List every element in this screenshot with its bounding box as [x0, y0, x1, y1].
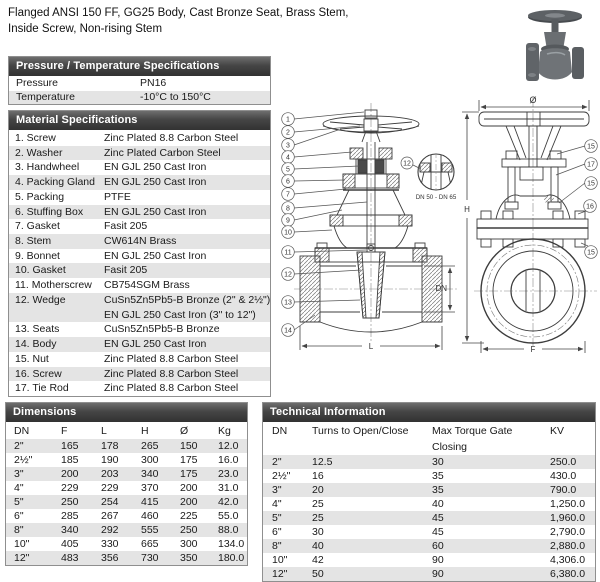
callout-number: 7 [286, 191, 290, 199]
dimensions-column-headers [6, 423, 247, 439]
table-row [9, 160, 270, 175]
callout-number: 13 [284, 299, 292, 307]
cell-dn: 3" [272, 484, 282, 496]
row-value-line1: Fasit 205 [104, 264, 148, 277]
valve-photo-shapes [526, 10, 584, 81]
row-value-line1: Zinc Plated 8.8 Carbon Steel [104, 367, 239, 380]
row-value-line1: CW614N Brass [104, 235, 177, 248]
table-row [6, 495, 247, 509]
dn-dimension-label: DN [435, 284, 447, 293]
column-header: L [101, 425, 107, 437]
cell-torque: 40 [432, 498, 444, 510]
h-dimension-label: H [464, 205, 470, 214]
callout-number: 3 [286, 142, 290, 150]
column-header: KV [550, 425, 565, 437]
cell-torque: 35 [432, 484, 444, 496]
column-header: DN [14, 425, 30, 437]
row-label: 14. Body [15, 338, 57, 351]
table-row [9, 131, 270, 146]
row-value-line1: Zinc Plated Carbon Steel [104, 146, 221, 159]
callout-number: 4 [286, 154, 290, 162]
callout-number: 8 [286, 205, 290, 213]
table-row [263, 525, 595, 539]
front-view-callouts [556, 140, 597, 259]
column-header: DN [272, 425, 288, 437]
row-label: 6. Stuffing Box [15, 205, 84, 218]
table-row [9, 205, 270, 220]
row-label: 8. Stem [15, 235, 52, 248]
cell-l: 267 [101, 510, 119, 522]
row-label: 17. Tie Rod [15, 382, 69, 395]
cell-dn: 2" [14, 440, 24, 452]
cell-kg: 180.0 [218, 552, 245, 564]
row-value [103, 367, 270, 382]
table-row [6, 551, 247, 565]
cell-dn: 5" [14, 496, 24, 508]
handwheel-front [479, 112, 589, 160]
callout-number: 5 [286, 166, 290, 174]
cell-turns: 30 [312, 526, 324, 538]
valve-photo [505, 2, 600, 97]
row-value [103, 278, 270, 293]
cell-dn: 8" [272, 540, 282, 552]
dimensions-rows [6, 439, 247, 565]
cell-l: 229 [101, 482, 119, 494]
callout-number: 10 [284, 229, 292, 237]
cell-kg: 23.0 [218, 468, 239, 480]
cell-turns: 50 [312, 568, 324, 580]
cell-l: 190 [101, 454, 119, 466]
cell-kv: 2,880.0 [550, 540, 586, 552]
callout-number: 1 [286, 116, 290, 124]
row-value [103, 205, 270, 220]
cell-h: 555 [141, 524, 159, 536]
table-row [9, 77, 270, 91]
cell-h: 300 [141, 454, 159, 466]
row-value [103, 352, 270, 367]
cell-kv: 6,380.0 [550, 568, 586, 580]
dimensions-table [5, 402, 248, 566]
table-row [263, 553, 595, 567]
row-label: Pressure [16, 77, 59, 89]
callout-number: 6 [286, 178, 290, 186]
column-header: Kg [218, 425, 231, 437]
callout-number: 12 [284, 271, 292, 279]
cell-kv: 4,306.0 [550, 554, 586, 566]
row-label: 16. Screw [15, 367, 62, 380]
row-value-line1: CB754SGM Brass [104, 279, 190, 292]
table-row [9, 234, 270, 249]
row-label: Temperature [16, 90, 75, 103]
cell-f: 483 [61, 552, 79, 564]
cell-torque: 90 [432, 554, 444, 566]
row-label: 15. Nut [15, 352, 49, 365]
table-row [6, 509, 247, 523]
diameter-dimension-label: Ø [529, 95, 537, 105]
table-row [263, 511, 595, 525]
technical-information-header: Technical Information [263, 403, 595, 423]
cell-l: 178 [101, 440, 119, 452]
material-specifications-header: Material Specifications [9, 111, 270, 131]
pressure-temperature-table [8, 56, 271, 105]
cell-kg: 31.0 [218, 482, 239, 494]
row-value-line2: EN GJL 250 Cast Iron (3" to 12") [104, 308, 256, 321]
row-value [103, 337, 270, 352]
cell-f: 340 [61, 524, 79, 536]
pressure-temperature-rows [9, 77, 270, 104]
cell-l: 203 [101, 468, 119, 480]
cell-turns: 12.5 [312, 456, 333, 468]
material-specifications-rows [9, 131, 270, 396]
callout-number: 17 [587, 161, 595, 169]
row-value-line1: EN GJL 250 Cast Iron [104, 249, 207, 262]
technical-column-headers [263, 423, 595, 455]
column-header: H [141, 425, 149, 437]
technical-information-table [262, 402, 596, 582]
row-value [103, 322, 270, 337]
cell-diameter: 250 [180, 524, 198, 536]
table-row [263, 497, 595, 511]
cell-dn: 12" [272, 568, 288, 580]
cell-dn: 2" [272, 456, 282, 468]
cell-kv: 1,960.0 [550, 512, 586, 524]
cell-kg: 42.0 [218, 496, 239, 508]
cell-h: 730 [141, 552, 159, 564]
cell-l: 292 [101, 524, 119, 536]
cell-dn: 2½" [272, 470, 291, 482]
row-value [103, 175, 270, 190]
column-header: Turns to Open/Close [312, 425, 409, 437]
flange-band-front [477, 211, 588, 247]
table-row [9, 322, 270, 337]
cell-torque: 45 [432, 526, 444, 538]
row-label: 7. Gasket [15, 220, 60, 233]
cell-turns: 25 [312, 512, 324, 524]
pressure-temperature-header: Pressure / Temperature Specifications [9, 57, 270, 77]
table-row [6, 467, 247, 481]
cell-torque: 45 [432, 512, 444, 524]
cell-dn: 10" [272, 554, 288, 566]
row-label: 5. Packing [15, 190, 65, 203]
table-row [9, 278, 270, 293]
detail-circle [401, 152, 457, 201]
front-view [474, 98, 597, 350]
table-row [263, 469, 595, 483]
cell-kg: 134.0 [218, 538, 245, 550]
row-label: 10. Gasket [15, 264, 66, 277]
table-row [9, 263, 270, 278]
table-row [9, 175, 270, 190]
callout-number: 9 [286, 217, 290, 225]
table-row [9, 146, 270, 161]
callout-number: 11 [284, 249, 292, 257]
cell-f: 165 [61, 440, 79, 452]
dimensions-header: Dimensions [6, 403, 247, 423]
cell-kg: 55.0 [218, 510, 239, 522]
cell-dn: 6" [14, 510, 24, 522]
row-value [103, 160, 270, 175]
cell-turns: 42 [312, 554, 324, 566]
row-label: 11. Motherscrew [15, 279, 92, 292]
cell-diameter: 175 [180, 468, 198, 480]
callout-number: 16 [586, 203, 594, 211]
cell-dn: 8" [14, 524, 24, 536]
row-label: 2. Washer [15, 146, 63, 159]
cell-f: 285 [61, 510, 79, 522]
detail-range-label: DN 50 - DN 65 [415, 194, 457, 201]
row-value [103, 219, 270, 234]
row-value [103, 249, 270, 264]
row-value [103, 190, 270, 205]
table-row [263, 567, 595, 581]
row-value-line1: EN GJL 250 Cast Iron [104, 338, 207, 351]
row-value: -10°C to 150°C [140, 90, 211, 103]
cell-torque: 35 [432, 470, 444, 482]
cell-kg: 88.0 [218, 524, 239, 536]
cell-f: 229 [61, 482, 79, 494]
cell-dn: 4" [272, 498, 282, 510]
table-row [9, 337, 270, 352]
table-row [9, 352, 270, 367]
f-dimension-label: F [530, 345, 536, 354]
cell-diameter: 300 [180, 538, 198, 550]
cross-section-view [294, 103, 458, 342]
cell-dn: 5" [272, 512, 282, 524]
cell-h: 340 [141, 468, 159, 480]
cell-turns: 16 [312, 470, 324, 482]
callout-number: 15 [587, 143, 595, 151]
row-value-line1: EN GJL 250 Cast Iron [104, 205, 207, 218]
column-header: Ø [180, 425, 189, 437]
table-row [263, 539, 595, 553]
cell-f: 405 [61, 538, 79, 550]
table-row [6, 481, 247, 495]
table-row [6, 453, 247, 467]
cell-f: 200 [61, 468, 79, 480]
product-title-line1: Flanged ANSI 150 FF, GG25 Body, Cast Bronze Seat, Brass Stem, [8, 7, 349, 19]
row-label: 9. Bonnet [15, 249, 60, 262]
row-value [103, 381, 270, 396]
row-label: 3. Handwheel [15, 161, 80, 174]
callout-number: 14 [284, 327, 292, 335]
row-value [103, 234, 270, 249]
cell-dn: 3" [14, 468, 24, 480]
cell-kv: 1,250.0 [550, 498, 586, 510]
row-value: PN16 [140, 77, 167, 89]
row-value-line1: CuSn5Zn5Pb5-B Bronze (2" & 2½") [104, 293, 271, 306]
cell-torque: 60 [432, 540, 444, 552]
cell-kg: 12.0 [218, 440, 239, 452]
table-row [263, 455, 595, 469]
technical-rows [263, 455, 595, 581]
table-row [9, 293, 270, 322]
cell-h: 415 [141, 496, 159, 508]
cell-diameter: 350 [180, 552, 198, 564]
cell-h: 665 [141, 538, 159, 550]
row-value [103, 263, 270, 278]
row-value-line1: Zinc Plated 8.8 Carbon Steel [104, 382, 239, 395]
cell-kv: 430.0 [550, 470, 577, 482]
cell-diameter: 150 [180, 440, 198, 452]
front-dimension-lines [462, 95, 589, 354]
row-label: 13. Seats [15, 323, 60, 336]
cell-dn: 2½" [14, 454, 33, 466]
cell-diameter: 225 [180, 510, 198, 522]
technical-drawing [278, 92, 600, 404]
row-value-line1: CuSn5Zn5Pb5-B Bronze [104, 323, 220, 336]
cross-section-callouts [282, 112, 367, 336]
cell-turns: 40 [312, 540, 324, 552]
cell-diameter: 175 [180, 454, 198, 466]
column-header: F [61, 425, 68, 437]
row-label: 12. Wedge [15, 293, 66, 306]
table-row [6, 523, 247, 537]
callout-number: 15 [587, 180, 595, 188]
row-value-line1: EN GJL 250 Cast Iron [104, 161, 207, 174]
cell-dn: 12" [14, 552, 30, 564]
row-value [103, 131, 270, 146]
row-value [103, 146, 270, 161]
cell-diameter: 200 [180, 496, 198, 508]
product-title-line2: Inside Screw, Non-rising Stem [8, 23, 163, 35]
table-row [9, 367, 270, 382]
cell-f: 250 [61, 496, 79, 508]
material-specifications-table [8, 110, 271, 397]
cell-dn: 10" [14, 538, 30, 550]
cell-torque: 90 [432, 568, 444, 580]
cell-h: 370 [141, 482, 159, 494]
cell-kv: 2,790.0 [550, 526, 586, 538]
cell-kg: 16.0 [218, 454, 239, 466]
table-row [263, 483, 595, 497]
cell-h: 265 [141, 440, 159, 452]
table-row [9, 91, 270, 105]
cell-dn: 6" [272, 526, 282, 538]
cell-f: 185 [61, 454, 79, 466]
cell-kv: 250.0 [550, 456, 577, 468]
table-row [9, 219, 270, 234]
cell-diameter: 200 [180, 482, 198, 494]
cell-l: 254 [101, 496, 119, 508]
row-value-line1: Zinc Plated 8.8 Carbon Steel [104, 132, 239, 144]
table-row [9, 190, 270, 205]
cell-kv: 790.0 [550, 484, 577, 496]
cell-turns: 20 [312, 484, 324, 496]
cell-l: 330 [101, 538, 119, 550]
product-title [8, 5, 348, 37]
row-label: 4. Packing Gland [15, 176, 95, 189]
detail-callout-number: 12 [403, 160, 411, 168]
callout-number: 15 [587, 249, 595, 257]
table-row [9, 249, 270, 264]
row-value-line1: PTFE [104, 190, 131, 203]
cell-h: 460 [141, 510, 159, 522]
cell-l: 356 [101, 552, 119, 564]
cell-turns: 25 [312, 498, 324, 510]
cell-dn: 4" [14, 482, 24, 494]
cell-torque: 30 [432, 456, 444, 468]
column-header: Max Torque Gate Closing [432, 425, 513, 453]
row-value-line1: Zinc Plated 8.8 Carbon Steel [104, 352, 239, 365]
table-row [9, 381, 270, 396]
table-row [6, 439, 247, 453]
l-dimension-label: L [368, 342, 374, 351]
table-row [6, 537, 247, 551]
row-value-line1: EN GJL 250 Cast Iron [104, 176, 207, 189]
row-value [103, 293, 270, 322]
row-value-line1: Fasit 205 [104, 220, 148, 233]
row-label: 1. Screw [15, 132, 56, 144]
callout-number: 2 [286, 129, 290, 137]
